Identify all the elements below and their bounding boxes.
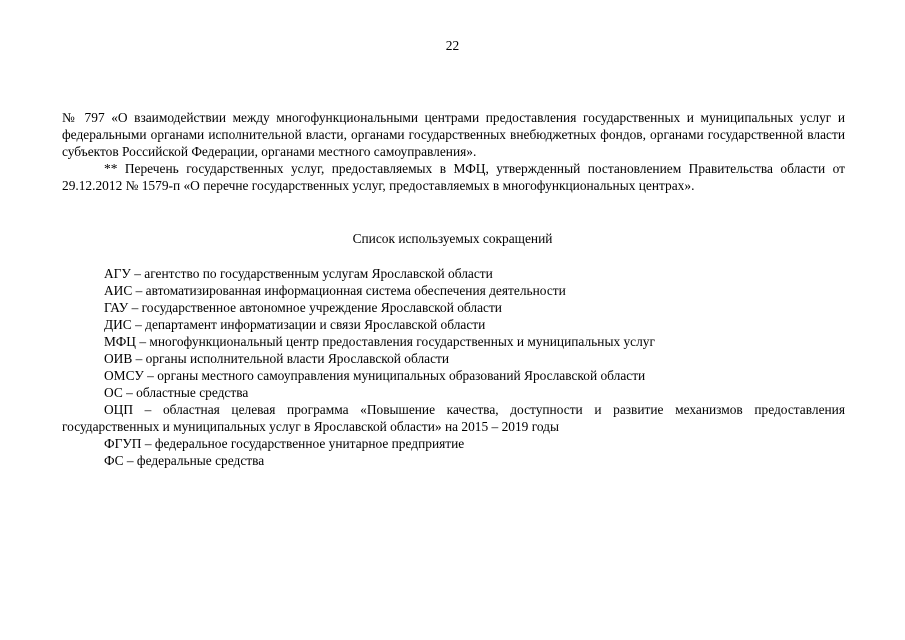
footnotes — [62, 109, 845, 194]
abbreviation-item-dis: ДИС – департамент информатизации и связи Ярославской области — [104, 317, 486, 332]
abbreviation-item-gau: ГАУ – государственное автономное учреждение Ярославской области — [104, 300, 502, 315]
abbreviation-item-fgup: ФГУП – федеральное государственное унитарное предприятие — [104, 436, 465, 451]
abbreviation-item-fs: ФС – федеральные средства — [104, 453, 265, 468]
footnote-double-asterisk: ** Перечень государственных услуг, предоставляемых в МФЦ, утвержденный постановлением Правительства области от 29.12.2012 № 1579-п «О перечне государственных услуг, предоставляемых в многофункциональных центрах». — [62, 161, 845, 193]
abbreviation-item-ais: АИС – автоматизированная информационная система обеспечения деятельности — [104, 283, 566, 298]
abbreviations-title: Список используемых сокращений — [352, 231, 553, 246]
abbreviation-item-oiv: ОИВ – органы исполнительной власти Ярославской области — [104, 351, 450, 366]
abbreviation-item-mfc: МФЦ – многофункциональный центр предоставления государственных и муниципальных услуг — [104, 334, 655, 349]
footnote-continuation: № 797 «О взаимодействии между многофункциональными центрами предоставления государственных и муниципальных услуг и федеральными органами исполнительной власти, органами государственных внебюджетных фондов, органами государственной власти субъектов Российской Федерации, органами местного самоуправления». — [62, 110, 845, 159]
abbreviation-item-omsu: ОМСУ – органы местного самоуправления муниципальных образований Ярославской области — [104, 368, 646, 383]
page-number: 22 — [445, 38, 460, 53]
abbreviations-list — [62, 265, 845, 469]
abbreviation-item-agu: АГУ – агентство по государственным услугам Ярославской области — [104, 266, 493, 281]
abbreviation-item-ocp: ОЦП – областная целевая программа «Повышение качества, доступности и развитие механизмов предоставления государственных и муниципальных услуг в Ярославской области» на 2015 – 2019 годы — [62, 402, 845, 434]
abbreviation-item-os: ОС – областные средства — [104, 385, 249, 400]
